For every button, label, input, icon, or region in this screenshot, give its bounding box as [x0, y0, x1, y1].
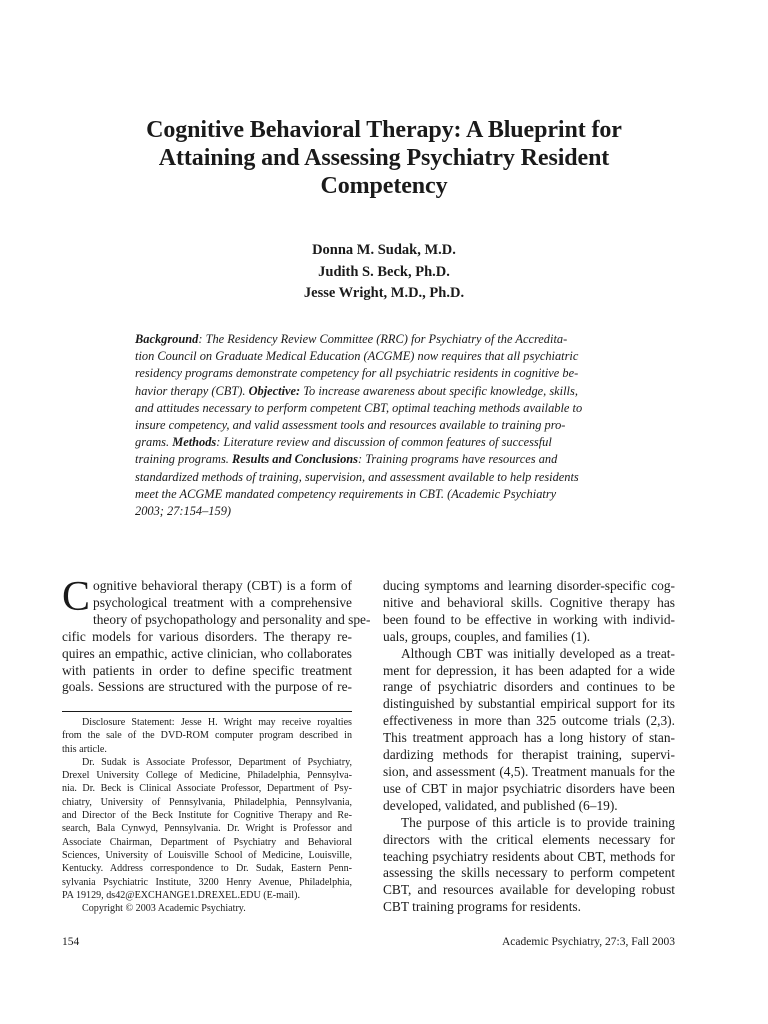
body-line: ment for depression, it has been adapted for a wide: [383, 662, 675, 678]
body-line: CBT, and resources available for developing robust: [383, 882, 675, 898]
body-line: psychological treatment with a comprehensive: [93, 594, 352, 610]
journal-citation: Academic Psychiatry, 27:3, Fall 2003: [502, 936, 675, 948]
abstract-line: standardized methods of training, supervision, and assessment available to help residents: [135, 469, 579, 484]
article-title: [80, 116, 688, 200]
abstract-line: 2003; 27:154–159): [135, 504, 232, 519]
abstract: [135, 331, 635, 520]
body-line: with patients in order to define specific treatment: [62, 662, 352, 678]
body-line: been found to be effective in working with individ-: [383, 611, 675, 627]
abstract-label-background: Background: [135, 332, 199, 346]
footnote-line: sylvania Psychiatric Institute, 3200 Henry Avenue, Philadelphia,: [62, 876, 352, 888]
body-line: developed, validated, and published (6–19).: [383, 797, 618, 813]
abstract-line: training programs. Results and Conclusions: Training programs have resources and: [135, 452, 558, 467]
body-line: dardizing methods for therapist training, supervi-: [383, 747, 675, 763]
abstract-line: havior therapy (CBT). Objective: To increase awareness about specific knowledge, skills,: [135, 383, 578, 398]
footnote-line: from the sale of the DVD-ROM computer program described in: [62, 730, 352, 742]
body-line: theory of psychopathology and personality and spe-: [93, 611, 371, 627]
drop-cap: C: [62, 574, 91, 620]
abstract-line: insure competency, and valid assessment tools and resources available to training pro-: [135, 418, 566, 433]
abstract-label-methods: Methods: [172, 435, 217, 450]
copyright-line: Copyright © 2003 Academic Psychiatry.: [82, 903, 246, 915]
author-name: Judith S. Beck, Ph.D.: [318, 263, 450, 280]
body-line: ducing symptoms and learning disorder-specific cog-: [383, 578, 675, 593]
body-line: CBT training programs for residents.: [383, 899, 581, 915]
footnote-line: PA 19129, ds42@EXCHANGE1.DREXEL.EDU (E-mail).: [62, 889, 300, 901]
abstract-line: meet the ACGME mandated competency requirements in CBT. (Academic Psychiatry: [135, 486, 557, 501]
footnote-line: Associate Chairman, Department of Psychiatry and Behavioral: [62, 836, 352, 848]
body-line: nitive and behavioral skills. Cognitive therapy has: [383, 594, 675, 610]
body-line: This treatment approach has a long history of stan-: [383, 730, 675, 746]
footnote-line: and Director of the Beck Institute for Cognitive Therapy and Re-: [62, 810, 352, 822]
body-line: distinguished by substantial empirical support for its: [383, 696, 675, 712]
footnote-block: [62, 716, 352, 915]
body-line: teaching psychiatry residents about CBT, methods for: [383, 848, 675, 864]
body-line: Although CBT was initially developed as a treat-: [401, 645, 675, 661]
page-number: 154: [62, 936, 80, 948]
title-line: Competency: [320, 173, 448, 199]
body-line: The purpose of this article is to provide training: [401, 814, 675, 830]
abstract-line: tion Council on Graduate Medical Education (ACGME) now requires that all psychiatric: [135, 349, 579, 364]
body-line: directors with the critical elements necessary for: [383, 831, 675, 847]
body-line: use of CBT in major psychiatric disorders have been: [383, 780, 675, 796]
body-line: effectiveness in more than 325 outcome trials (2,3).: [383, 713, 675, 729]
abstract-line: and attitudes necessary to perform competent CBT, optimal teaching methods available to: [135, 400, 583, 415]
footnote-line: search, Bala Cynwyd, Pennsylvania. Dr. Wright is Professor and: [62, 823, 352, 835]
author-list: [200, 240, 568, 305]
body-line: range of psychiatric disorders and continues to be: [383, 679, 675, 695]
body-line: goals. Sessions are structured with the purpose of re-: [62, 679, 352, 695]
title-line: Attaining and Assessing Psychiatry Resident: [158, 145, 610, 171]
author-name: Donna M. Sudak, M.D.: [312, 242, 456, 258]
footnote-divider: [62, 711, 352, 712]
abstract-label-results: Results and Conclusions: [231, 452, 358, 467]
footnote-line: Sciences, University of Louisville School of Medicine, Louisville,: [62, 849, 352, 861]
abstract-label-objective: Objective:: [248, 383, 301, 398]
body-line: ognitive behavioral therapy (CBT) is a form of: [93, 578, 352, 593]
abstract-line: Background: The Residency Review Committee (RRC) for Psychiatry of the Accredita-: [135, 332, 568, 346]
author-name: Jesse Wright, M.D., Ph.D.: [303, 285, 465, 301]
body-line: cific models for various disorders. The therapy re-: [62, 628, 352, 644]
footnote-line: this article.: [62, 743, 107, 755]
body-line: uals, groups, couples, and families (1).: [383, 628, 591, 644]
body-line: quires an empathic, active clinician, who collaborates: [62, 645, 352, 661]
body-line: sion, and assessment (4,5). Treatment manuals for the: [383, 763, 675, 779]
abstract-line: grams. Methods: Literature review and discussion of common features of successful: [135, 435, 552, 450]
footnote-line: chiatry, University of Pennsylvania, Philadelphia, Pennsylvania,: [62, 796, 352, 808]
footnote-line: Kentucky. Address correspondence to Dr. Sudak, Eastern Penn-: [62, 863, 352, 875]
footnote-line: Dr. Sudak is Associate Professor, Department of Psychiatry,: [82, 756, 352, 768]
abstract-line: residency programs demonstrate competency for all psychiatric residents in cognitive be-: [135, 366, 579, 381]
footnote-line: nia. Dr. Beck is Clinical Associate Professor, Department of Psy-: [62, 783, 352, 795]
body-line: assessing the skills necessary to perform competent: [383, 865, 675, 881]
body-column-right: [383, 578, 675, 916]
footnote-line: Disclosure Statement: Jesse H. Wright may receive royalties: [82, 717, 352, 728]
body-column-left: [62, 574, 371, 696]
title-line: Cognitive Behavioral Therapy: A Blueprint for: [146, 117, 622, 143]
footnote-line: Drexel University College of Medicine, Philadelphia, Pennsylva-: [62, 770, 352, 782]
